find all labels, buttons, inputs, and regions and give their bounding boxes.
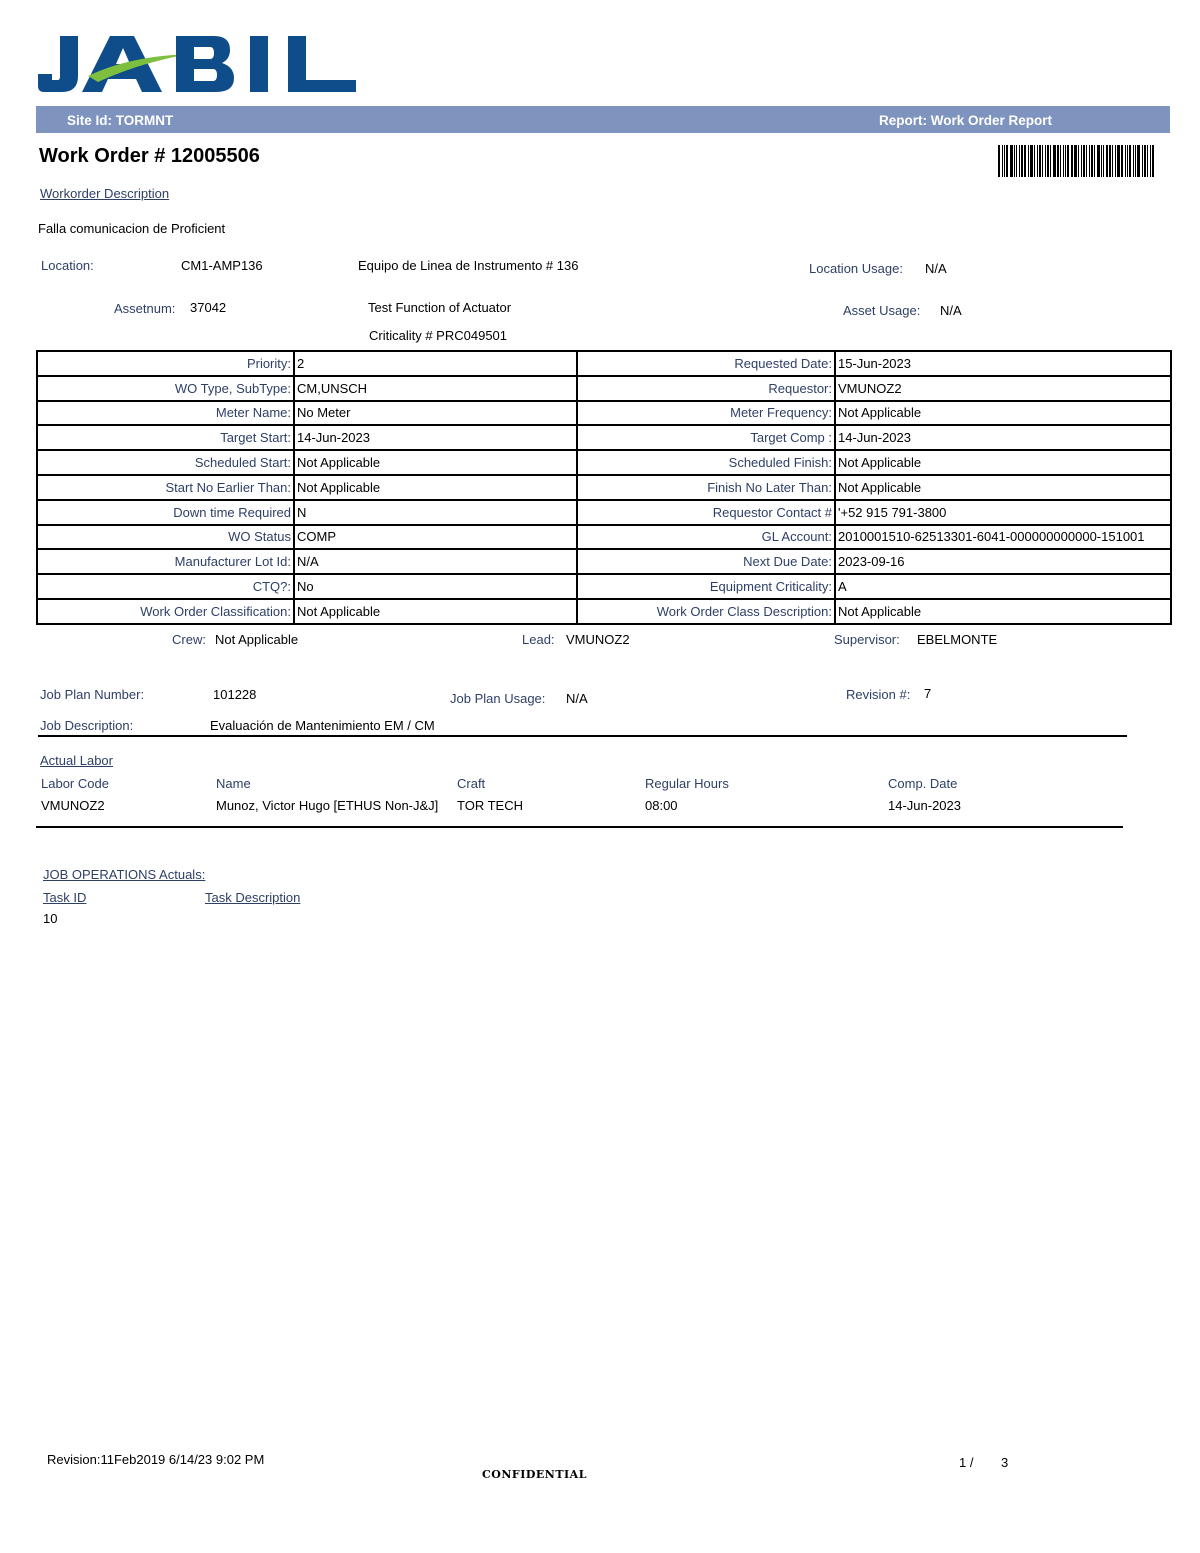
grid-left-label: WO Type, SubType: xyxy=(37,376,294,401)
grid-right-label: Target Comp : xyxy=(577,425,835,450)
barcode xyxy=(998,145,1164,177)
labor-header-code: Labor Code xyxy=(41,776,109,791)
grid-row xyxy=(37,351,1171,376)
labor-row-code: VMUNOZ2 xyxy=(41,798,105,813)
labor-row-comp-date: 14-Jun-2023 xyxy=(888,798,961,813)
grid-right-label: Finish No Later Than: xyxy=(577,475,835,500)
grid-row xyxy=(37,525,1171,550)
location-usage-value: N/A xyxy=(925,261,947,276)
location-label: Location: xyxy=(41,258,94,273)
asset-usage-value: N/A xyxy=(940,303,962,318)
revision-value: 7 xyxy=(924,686,932,701)
grid-right-value: 2010001510-62513301-6041-000000000000-151001 xyxy=(835,525,1171,550)
grid-right-value: 15-Jun-2023 xyxy=(835,351,1171,376)
grid-left-label: Scheduled Start: xyxy=(37,450,294,475)
actual-labor-title: Actual Labor xyxy=(40,753,113,768)
confidential-mark: CONFIDENTIAL xyxy=(482,1468,587,1481)
grid-row xyxy=(37,574,1171,599)
grid-row xyxy=(37,425,1171,450)
grid-left-value: No Meter xyxy=(294,401,577,426)
labor-header-name: Name xyxy=(216,776,251,791)
work-order-title: Work Order # 12005506 xyxy=(39,145,260,167)
grid-right-value: '+52 915 791-3800 xyxy=(835,500,1171,525)
grid-right-value: Not Applicable xyxy=(835,450,1171,475)
grid-left-value: 14-Jun-2023 xyxy=(294,425,577,450)
grid-left-value: No xyxy=(294,574,577,599)
location-value: CM1-AMP136 xyxy=(181,258,263,273)
grid-row xyxy=(37,549,1171,574)
grid-right-label: GL Account: xyxy=(577,525,835,550)
labor-bottom-rule xyxy=(36,826,1123,828)
grid-left-label: Start No Earlier Than: xyxy=(37,475,294,500)
labor-header-hours: Regular Hours xyxy=(645,776,729,791)
lead-label: Lead: xyxy=(522,632,555,647)
report-name: Report: Work Order Report xyxy=(879,113,1053,128)
grid-right-label: Meter Frequency: xyxy=(577,401,835,426)
grid-left-label: Down time Required xyxy=(37,500,294,525)
grid-left-value: 2 xyxy=(294,351,577,376)
labor-row-name: Munoz, Victor Hugo [ETHUS Non-J&J] xyxy=(216,798,439,813)
grid-left-value: N/A xyxy=(294,549,577,574)
grid-left-value: N xyxy=(294,500,577,525)
workorder-description-label: Workorder Description xyxy=(40,186,170,201)
job-description-value: Evaluación de Mantenimiento EM / CM xyxy=(210,718,435,733)
grid-right-value: 2023-09-16 xyxy=(835,549,1171,574)
job-description-label: Job Description: xyxy=(40,718,134,733)
crew-value: Not Applicable xyxy=(215,632,299,647)
labor-header-craft: Craft xyxy=(457,776,486,791)
grid-left-label: WO Status xyxy=(37,525,294,550)
grid-right-label: Equipment Criticality: xyxy=(577,574,835,599)
grid-right-value: Not Applicable xyxy=(835,401,1171,426)
grid-right-label: Requestor Contact # xyxy=(577,500,835,525)
grid-left-value: Not Applicable xyxy=(294,450,577,475)
grid-right-label: Scheduled Finish: xyxy=(577,450,835,475)
job-operations-title: JOB OPERATIONS Actuals: xyxy=(43,867,206,882)
grid-right-label: Work Order Class Description: xyxy=(577,599,835,624)
asset-usage-label: Asset Usage: xyxy=(843,303,921,318)
supervisor-value: EBELMONTE xyxy=(917,632,998,647)
crew-label: Crew: xyxy=(172,632,206,647)
grid-left-label: Work Order Classification: xyxy=(37,599,294,624)
labor-row-hours: 08:00 xyxy=(645,798,678,813)
job-plan-usage-value: N/A xyxy=(566,691,588,706)
lead-value: VMUNOZ2 xyxy=(566,632,630,647)
asset-description: Test Function of Actuator xyxy=(368,300,512,315)
grid-right-label: Next Due Date: xyxy=(577,549,835,574)
grid-right-value: Not Applicable xyxy=(835,475,1171,500)
assetnum-value: 37042 xyxy=(190,300,227,315)
task-description-header: Task Description xyxy=(205,890,301,905)
location-description: Equipo de Linea de Instrumento # 136 xyxy=(358,258,579,273)
grid-row xyxy=(37,599,1171,624)
grid-row xyxy=(37,401,1171,426)
grid-right-label: Requestor: xyxy=(577,376,835,401)
job-plan-number-label: Job Plan Number: xyxy=(40,687,145,702)
header-band xyxy=(36,106,1170,133)
grid-left-value: Not Applicable xyxy=(294,599,577,624)
grid-left-value: COMP xyxy=(294,525,577,550)
labor-row-craft: TOR TECH xyxy=(457,798,523,813)
assetnum-label: Assetnum: xyxy=(114,301,176,316)
job-plan-usage-label: Job Plan Usage: xyxy=(450,691,546,706)
grid-left-label: Manufacturer Lot Id: xyxy=(37,549,294,574)
task-id-header: Task ID xyxy=(43,890,87,905)
grid-left-value: CM,UNSCH xyxy=(294,376,577,401)
supervisor-label: Supervisor: xyxy=(834,632,900,647)
footer-revision: Revision:11Feb2019 6/14/23 9:02 PM xyxy=(47,1452,265,1467)
grid-right-value: 14-Jun-2023 xyxy=(835,425,1171,450)
task-id-value: 10 xyxy=(43,911,58,926)
grid-left-label: Meter Name: xyxy=(37,401,294,426)
location-usage-label: Location Usage: xyxy=(809,261,903,276)
work-order-details-grid xyxy=(36,350,1172,625)
site-id: Site Id: TORMNT xyxy=(67,113,174,128)
grid-left-label: CTQ?: xyxy=(37,574,294,599)
grid-row xyxy=(37,475,1171,500)
grid-row xyxy=(37,376,1171,401)
jabil-logo xyxy=(38,36,358,94)
grid-right-value: VMUNOZ2 xyxy=(835,376,1171,401)
job-description-underline xyxy=(38,735,1127,737)
grid-left-label: Priority: xyxy=(37,351,294,376)
grid-right-value: A xyxy=(835,574,1171,599)
revision-label: Revision #: xyxy=(846,687,911,702)
labor-header-comp-date: Comp. Date xyxy=(888,776,958,791)
grid-row xyxy=(37,500,1171,525)
grid-left-label: Target Start: xyxy=(37,425,294,450)
grid-row xyxy=(37,450,1171,475)
grid-right-label: Requested Date: xyxy=(577,351,835,376)
page-number: 1 / xyxy=(959,1455,974,1470)
page-total: 3 xyxy=(1001,1455,1009,1470)
asset-criticality: Criticality # PRC049501 xyxy=(369,328,508,343)
grid-right-value: Not Applicable xyxy=(835,599,1171,624)
workorder-description: Falla comunicacion de Proficient xyxy=(38,221,226,236)
grid-left-value: Not Applicable xyxy=(294,475,577,500)
job-plan-number-value: 101228 xyxy=(213,687,257,702)
